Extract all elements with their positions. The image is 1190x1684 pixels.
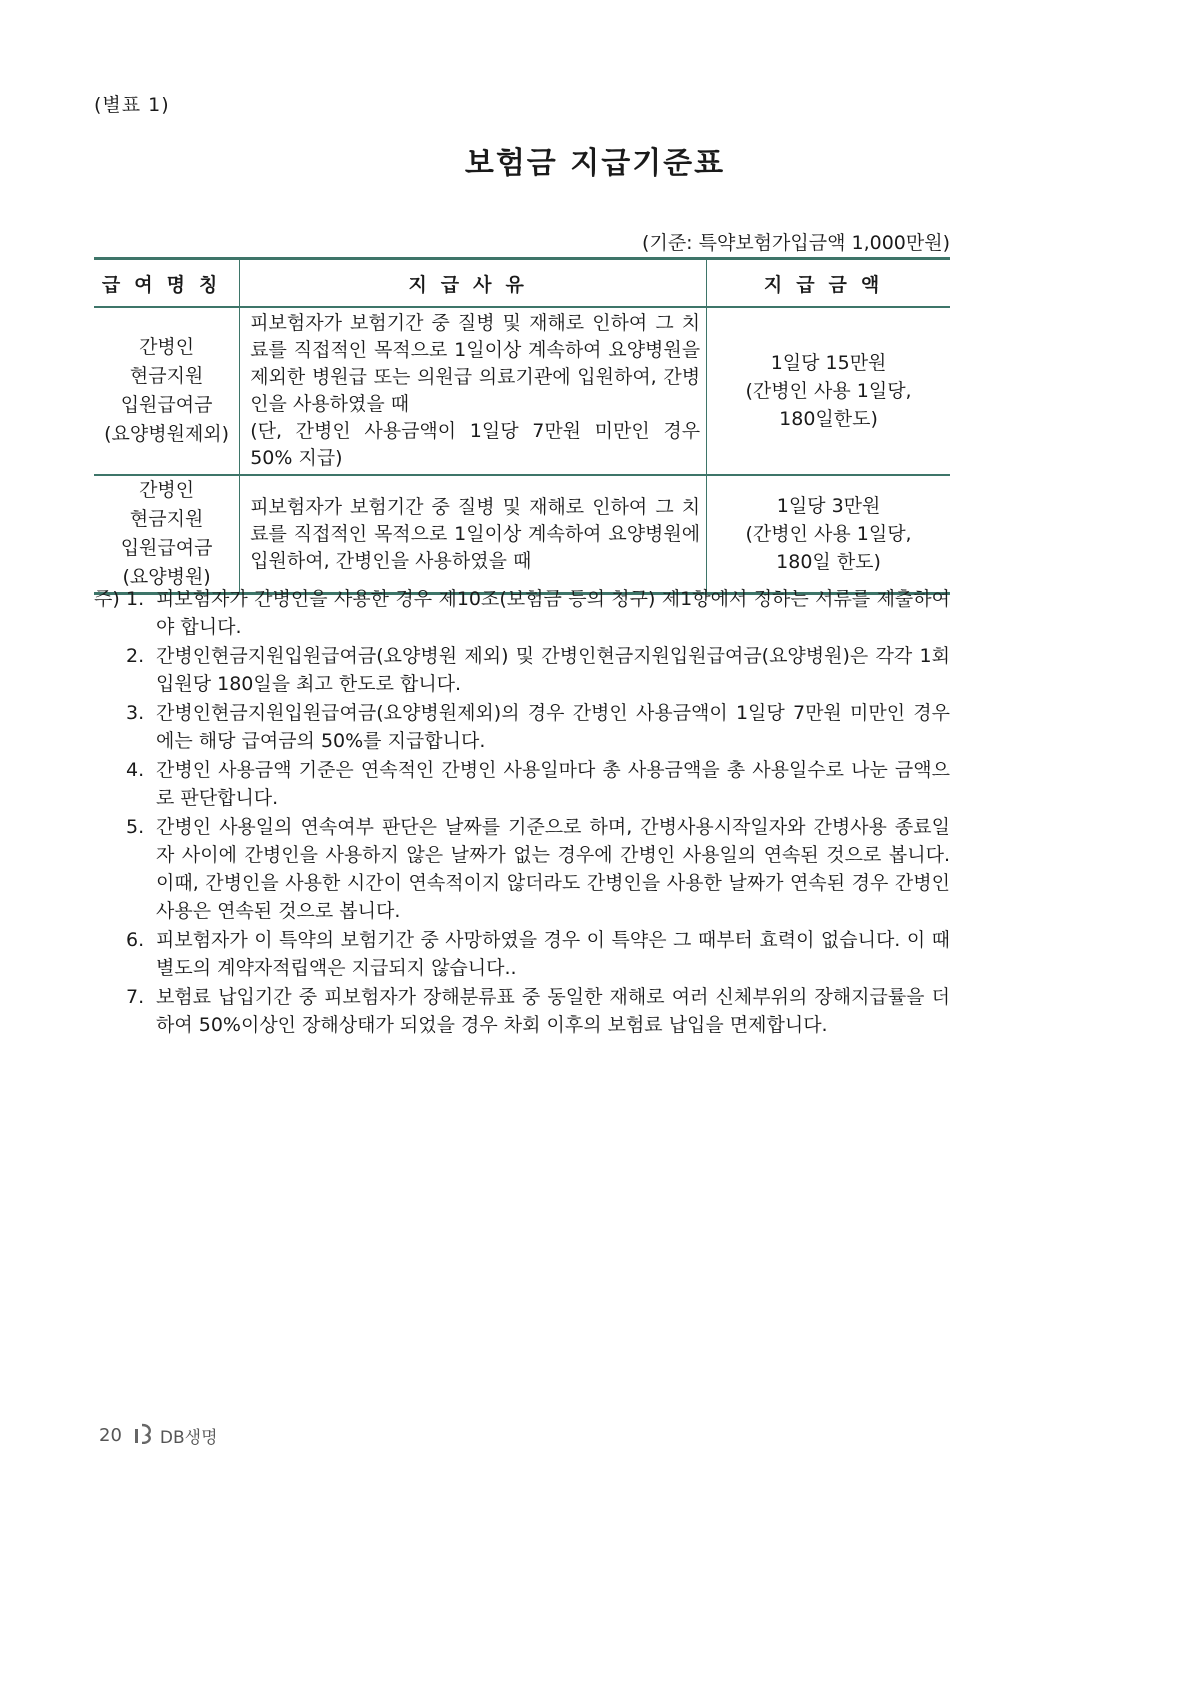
- note-number: 1.: [126, 588, 145, 610]
- note-item: [94, 926, 950, 982]
- page-number: 20: [99, 1425, 122, 1446]
- page-title: 보험금 지급기준표: [464, 146, 726, 181]
- note-number: 6.: [126, 929, 145, 951]
- note-item: [94, 642, 950, 698]
- payment-reason-cell: 피보험자가 보험기간 중 질병 및 재해로 인하여 그 치료를 직접적인 목적으로 1일이상 계속하여 요양병원을 제외한 병원급 또는 의원급 의료기관에 입원하여, 간병인을 사용하였을 때 (단, 간병인 사용금액이 1일당 7만원 미만인 경우 50% 지급): [240, 307, 707, 475]
- note-text: 간병인 사용금액 기준은 연속적인 간병인 사용일마다 총 사용금액을 총 사용일수로 나눈 금액으로 판단합니다.: [156, 759, 950, 809]
- note-number: 5.: [126, 816, 145, 838]
- table-row: [94, 307, 950, 475]
- note-item: [94, 756, 950, 812]
- table-header-row: [94, 259, 950, 308]
- header-payment-reason: 지급사유: [240, 259, 707, 308]
- note-text: 간병인현금지원입원급여금(요양병원 제외) 및 간병인현금지원입원급여금(요양병원)은 각각 1회 입원당 180일을 최고 한도로 합니다.: [156, 645, 950, 695]
- note-text: 간병인현금지원입원급여금(요양병원제외)의 경우 간병인 사용금액이 1일당 7만원 미만인 경우에는 해당 급여금의 50%를 지급합니다.: [156, 702, 950, 752]
- payment-amount-cell: 1일당 15만원 (간병인 사용 1일당, 180일한도): [707, 307, 950, 475]
- table-row: [94, 475, 950, 594]
- note-text: 간병인 사용일의 연속여부 판단은 날짜를 기준으로 하며, 간병사용시작일자와 간병사용 종료일자 사이에 간병인을 사용하지 않은 날짜가 없는 경우에 간병인 사용일의 연속된 것으로 봅니다. 이때, 간병인을 사용한 시간이 연속적이지 않더라도 간병인을 사용한 날짜가 연속된 경우 간병인 사용은 연속된 것으로 봅니다.: [156, 816, 950, 922]
- notes-section: [94, 585, 950, 1040]
- note-number: 4.: [126, 759, 145, 781]
- db-logo-icon: [134, 1422, 154, 1449]
- page-footer: [99, 1422, 218, 1449]
- note-item: [94, 699, 950, 755]
- note-number: 7.: [126, 986, 145, 1008]
- attachment-label: (별표 1): [94, 94, 170, 116]
- note-number: 2.: [126, 645, 145, 667]
- note-item: [94, 813, 950, 925]
- note-text: 피보험자가 간병인을 사용한 경우 제10조(보험금 등의 청구) 제1항에서 정하는 서류를 제출하여야 합니다.: [156, 588, 950, 638]
- benefit-name-cell: 간병인 현금지원 입원급여금 (요양병원제외): [94, 307, 240, 475]
- note-text: 피보험자가 이 특약의 보험기간 중 사망하였을 경우 이 특약은 그 때부터 효력이 없습니다. 이 때 별도의 계약자적립액은 지급되지 않습니다..: [156, 929, 950, 979]
- note-text: 보험료 납입기간 중 피보험자가 장해분류표 중 동일한 재해로 여러 신체부위의 장해지급률을 더하여 50%이상인 장해상태가 되었을 경우 차회 이후의 보험료 납입을 면제합니다.: [156, 986, 950, 1036]
- payment-amount-cell: 1일당 3만원 (간병인 사용 1일당, 180일 한도): [707, 475, 950, 594]
- header-payment-amount: 지급금액: [707, 259, 950, 308]
- note-item: [94, 983, 950, 1039]
- note-number: 3.: [126, 702, 145, 724]
- benefit-name-cell: 간병인 현금지원 입원급여금 (요양병원): [94, 475, 240, 594]
- note-item: [94, 585, 950, 641]
- benefit-table: [94, 257, 950, 595]
- basis-note: (기준: 특약보험가입금액 1,000만원): [642, 232, 950, 254]
- brand-name: DB생명: [159, 1428, 218, 1448]
- notes-marker: 주): [94, 588, 120, 610]
- header-benefit-name: 급여명칭: [94, 259, 240, 308]
- payment-reason-cell: 피보험자가 보험기간 중 질병 및 재해로 인하여 그 치료를 직접적인 목적으로 1일이상 계속하여 요양병원에 입원하여, 간병인을 사용하였을 때: [240, 475, 707, 594]
